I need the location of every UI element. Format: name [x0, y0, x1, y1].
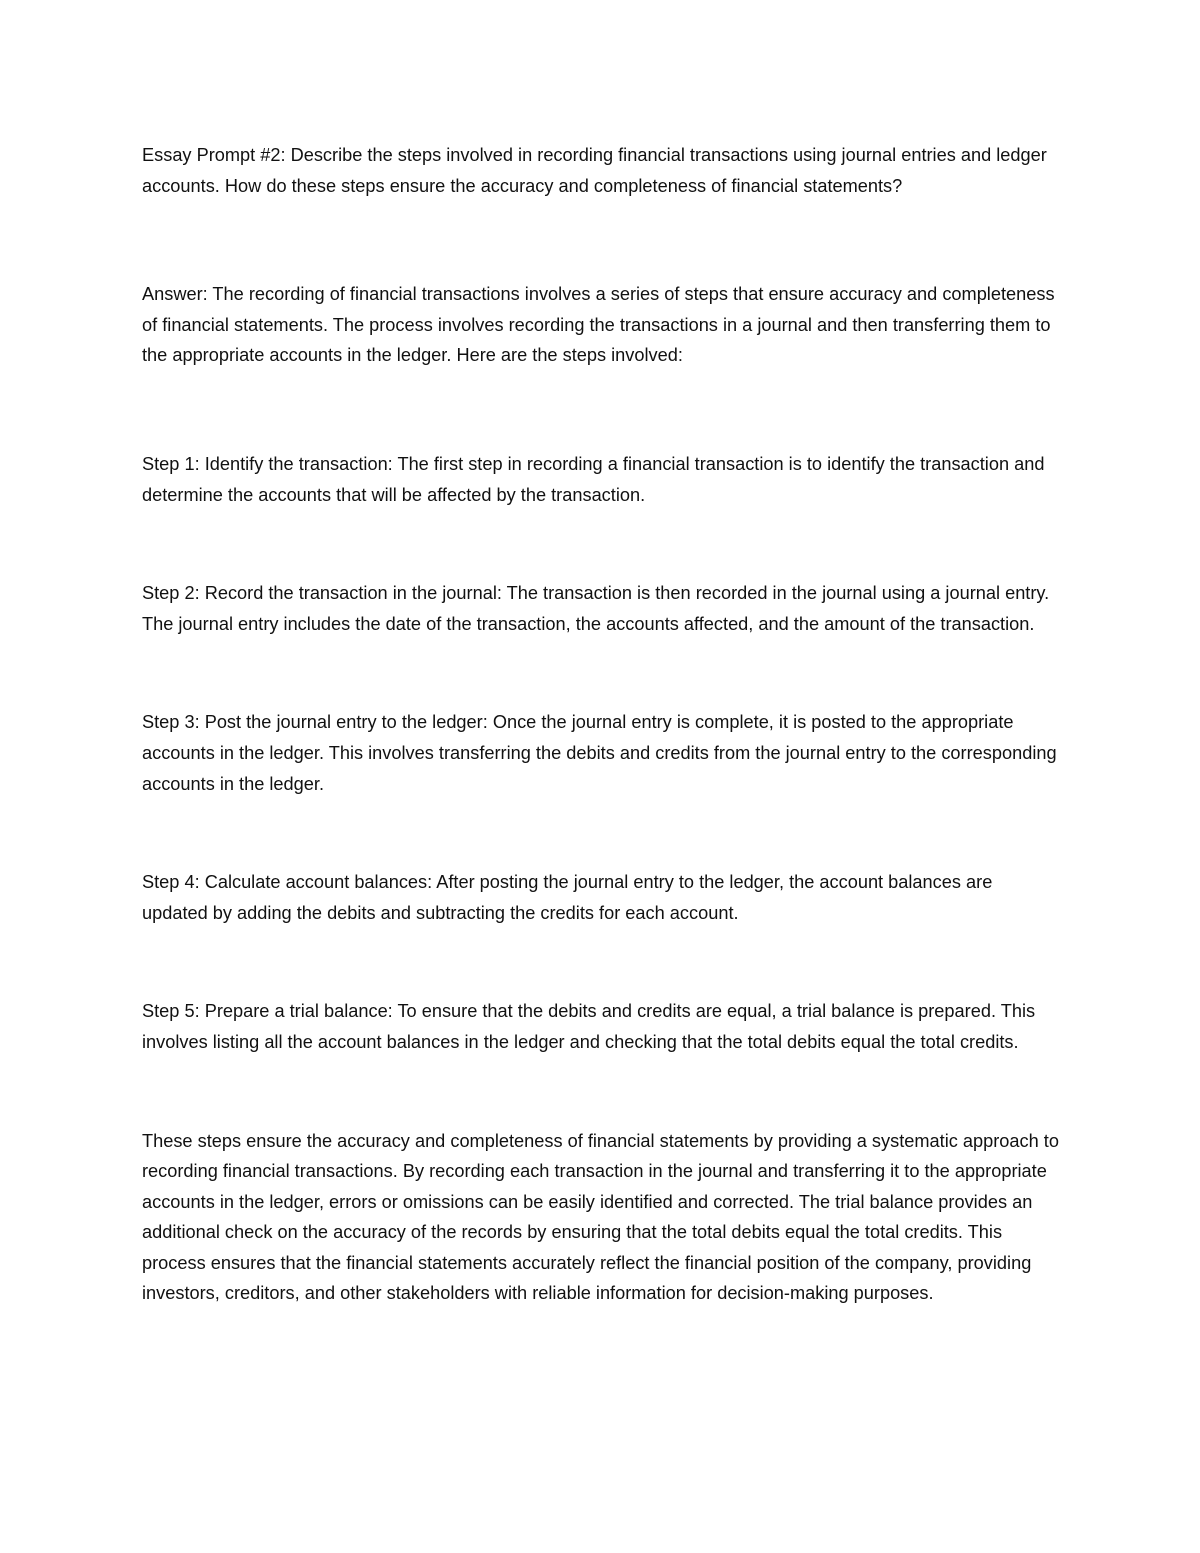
- step-1: Step 1: Identify the transaction: The first step in recording a financial transaction is to identify the transaction and determine the accounts that will be affected by the transaction.: [142, 453, 1045, 505]
- document-body: [142, 140, 1062, 1309]
- step-2: Step 2: Record the transaction in the journal: The transaction is then recorded in the journal using a journal entry. The journal entry includes the date of the transaction, the accounts affected, and the amount of the transaction.: [142, 583, 1050, 634]
- conclusion: These steps ensure the accuracy and completeness of financial statements by providing a systematic approach to recording financial transactions. By recording each transaction in the journal and transferring it to the appropriate accounts in the ledger, errors or omissions can be easily identified and corrected. The trial balance provides an additional check on the accuracy of the records by ensuring that the total debits equal the total credits. This process ensures that the financial statements accurately reflect the financial position of the company, providing investors, creditors, and other stakeholders with reliable information for decision-making purposes.: [142, 1130, 1059, 1304]
- step-4: Step 4: Calculate account balances: After posting the journal entry to the ledger, the account balances are updated by adding the debits and subtracting the credits for each account.: [142, 872, 993, 923]
- step-3: Step 3: Post the journal entry to the ledger: Once the journal entry is complete, it is posted to the appropriate accounts in the ledger. This involves transferring the debits and credits from the journal entry to the corresponding accounts in the ledger.: [142, 712, 1057, 794]
- essay-prompt: Essay Prompt #2: Describe the steps involved in recording financial transactions using journal entries and ledger accounts. How do these steps ensure the accuracy and completeness of financial statements?: [142, 145, 1047, 196]
- step-5: Step 5: Prepare a trial balance: To ensure that the debits and credits are equal, a trial balance is prepared. This involves listing all the account balances in the ledger and checking that the total debits equal the total credits.: [142, 1001, 1036, 1052]
- answer-intro: Answer: The recording of financial transactions involves a series of steps that ensure accuracy and completeness of financial statements. The process involves recording the transactions in a journal and then transferring them to the appropriate accounts in the ledger. Here are the steps involved:: [142, 284, 1055, 366]
